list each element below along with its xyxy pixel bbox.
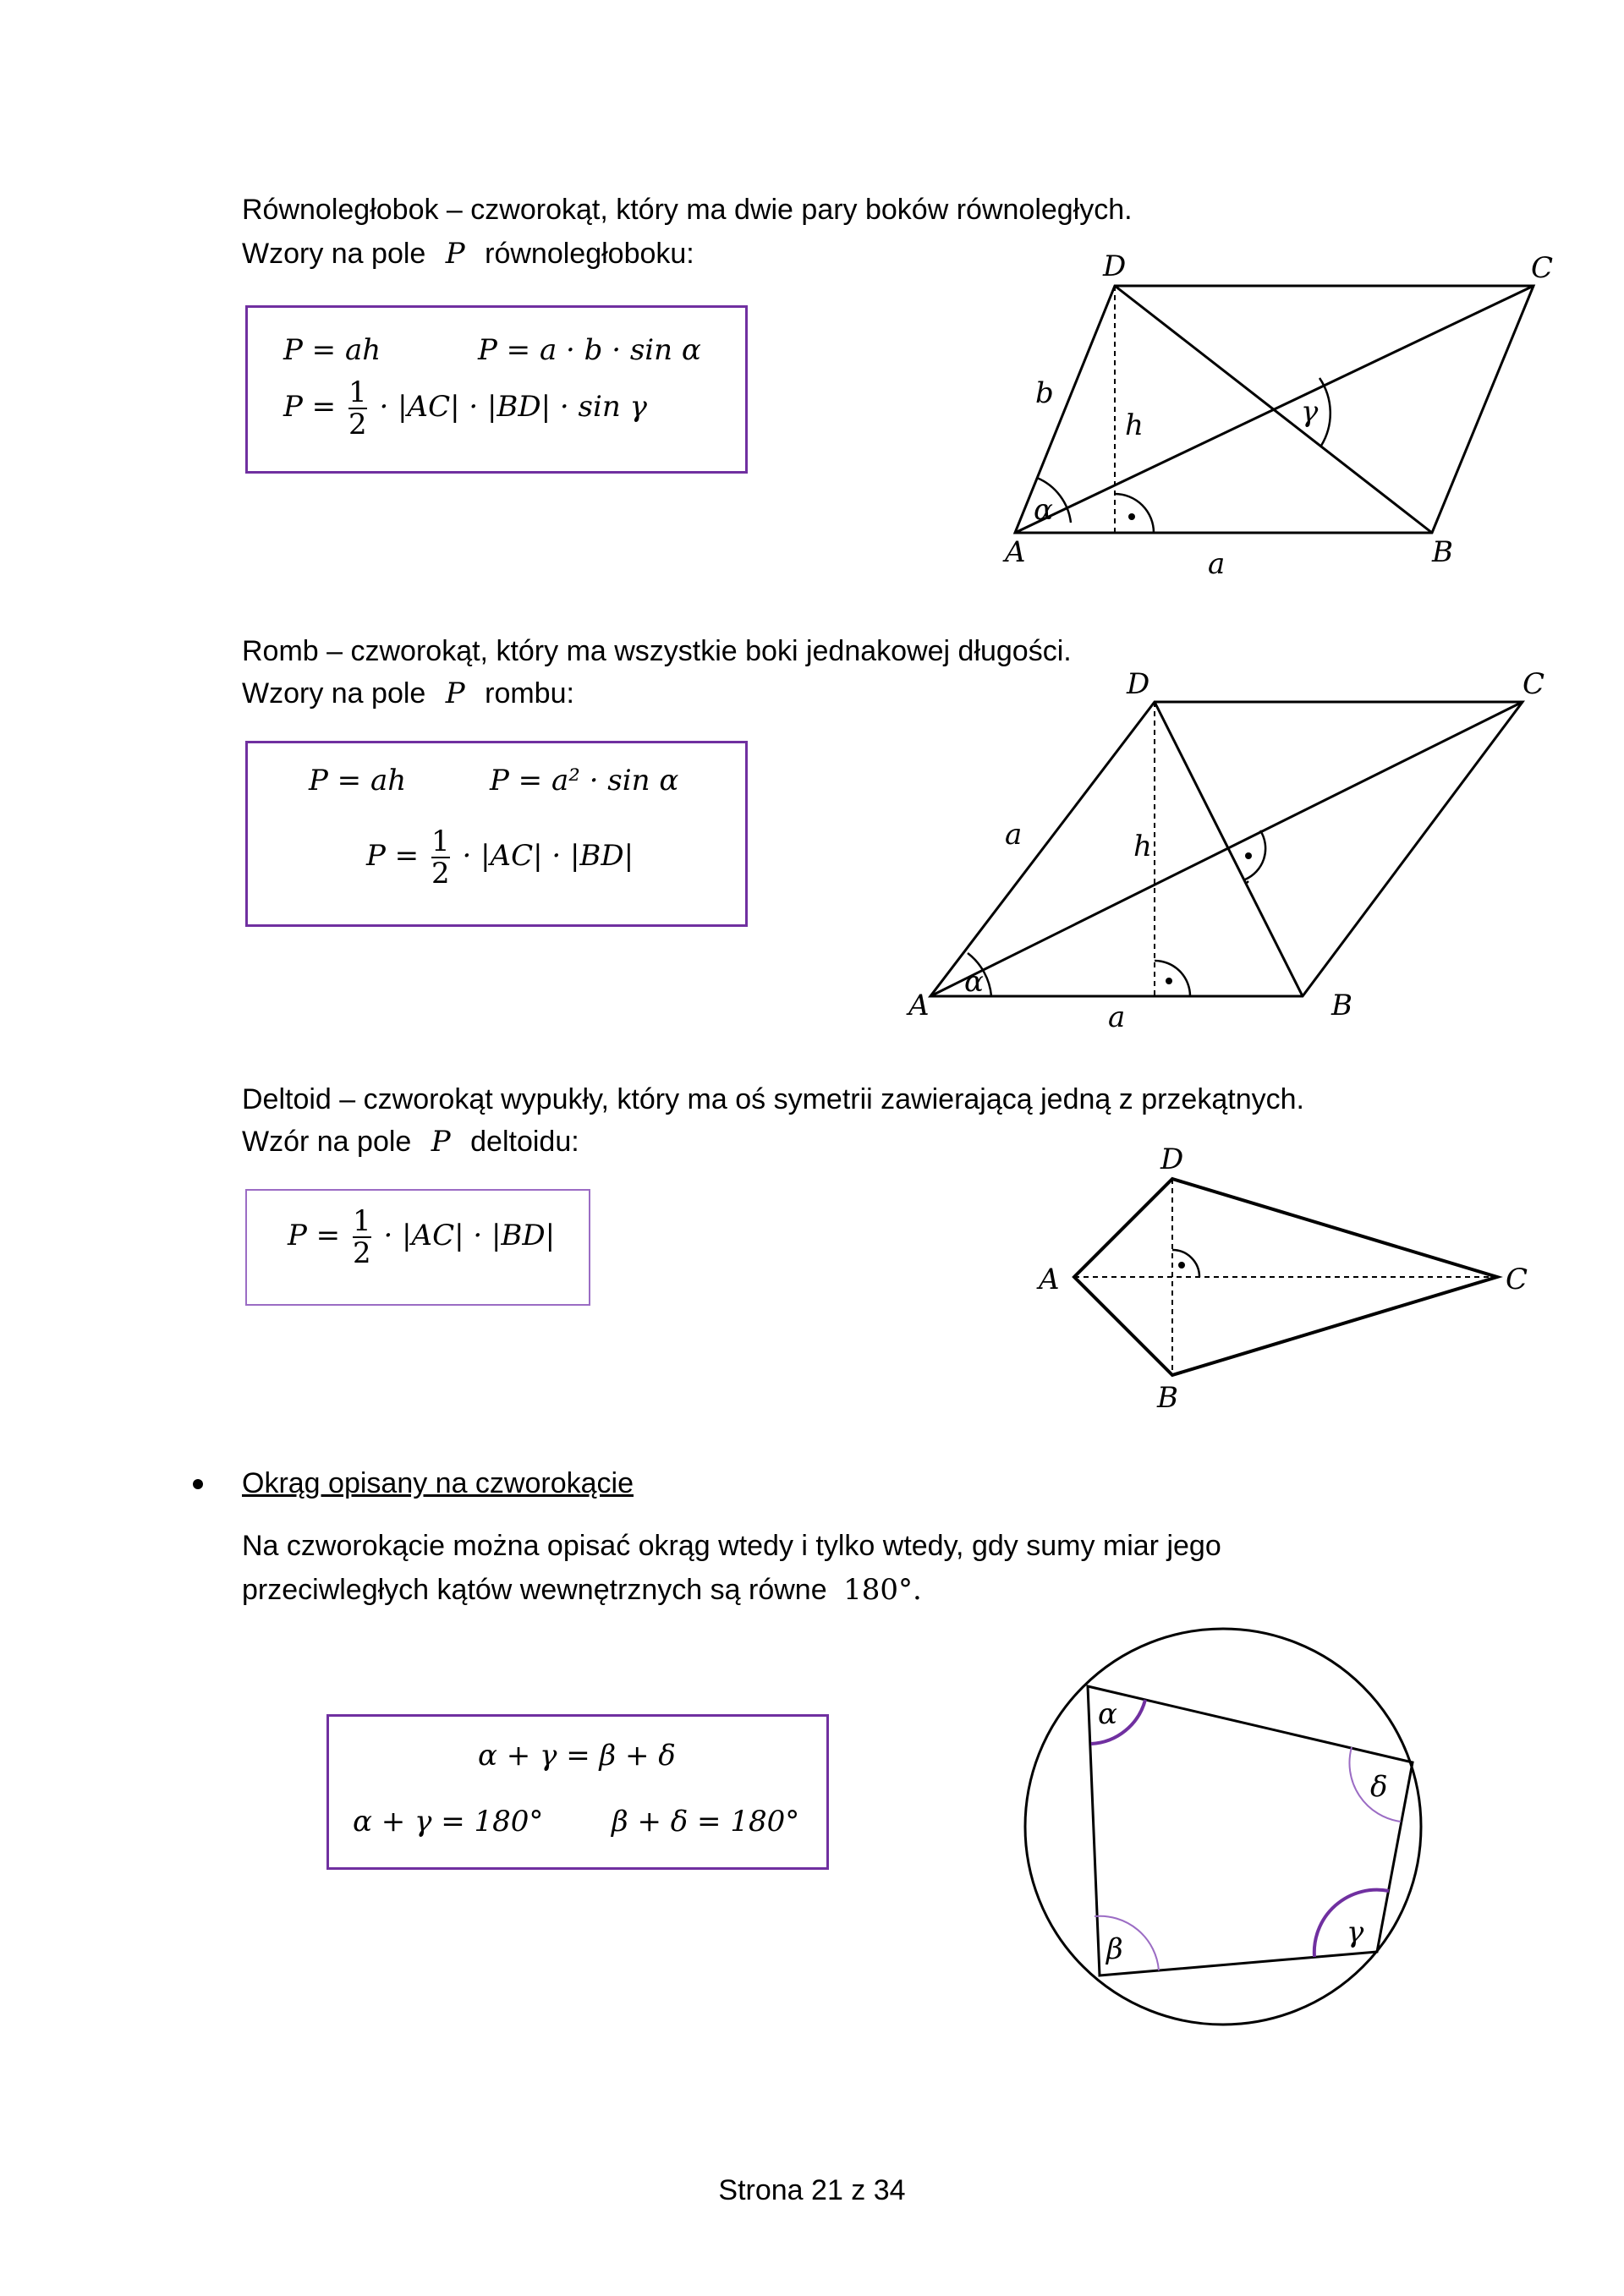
label-C: C [1506, 1263, 1528, 1296]
formula-area-diagonals [288, 1206, 555, 1269]
label-D: D [1103, 249, 1127, 283]
label-side-b: b [1035, 376, 1054, 410]
formula-area-ah: P = ah [283, 333, 381, 367]
kite-definition: Deltoid – czworokąt wypukły, który ma oś symetrii zawierającą jedną z przekątnych. [242, 1083, 1304, 1115]
label-height-h: h [1125, 408, 1144, 442]
kite-diagram [1074, 1179, 1497, 1375]
label-height-h: h [1133, 830, 1152, 863]
text-line2-start: przeciwległych kątów wewnętrznych są równe [242, 1574, 827, 1606]
diagonal-bd [1115, 286, 1432, 533]
formula-rhs: · |AC| · |BD| · sin γ [379, 390, 647, 424]
formula-lhs: P = [366, 839, 420, 873]
fraction-denominator: 2 [348, 408, 367, 441]
right-angle-dot [1128, 513, 1135, 520]
fraction-numerator: 1 [348, 375, 367, 409]
bullet-point [193, 1479, 203, 1489]
right-angle-arc [1172, 1250, 1199, 1277]
formula-area-a2sin: P = a² · sin α [490, 764, 679, 797]
label-B: B [1157, 1381, 1178, 1415]
label-beta: β [1106, 1932, 1123, 1966]
cyclic-quadrilateral [1088, 1686, 1413, 1975]
label-D: D [1127, 667, 1150, 701]
rhombus-formula-box [245, 741, 748, 927]
kite-formula-box [245, 1189, 590, 1306]
diagonal-bd [1155, 702, 1303, 996]
label-side-a-bottom: a [1108, 1000, 1126, 1034]
right-angle-dot [1166, 978, 1172, 984]
label-angle-alpha: α [964, 965, 984, 999]
cyclic-text-line1: Na czworokącie można opisać okrąg wtedy i tylko wtedy, gdy sumy miar jego [242, 1530, 1221, 1562]
label-D: D [1160, 1143, 1184, 1176]
intro-text: Wzory na pole [242, 677, 426, 710]
fraction-half [431, 826, 450, 889]
rhombus-formula-intro [242, 677, 574, 710]
right-angle-arc [1115, 494, 1154, 533]
label-side-a-left: a [1005, 818, 1023, 852]
label-angle-alpha: α [1034, 493, 1053, 527]
fraction-half [353, 1206, 371, 1269]
label-angle-gamma: γ [1301, 395, 1319, 429]
label-B: B [1432, 535, 1453, 569]
label-C: C [1531, 251, 1554, 285]
formula-lhs: P = [283, 390, 337, 424]
formula-area-ah: P = ah [309, 764, 407, 797]
parallelogram-definition: Równoległobok – czworokąt, który ma dwie pary boków równoległych. [242, 194, 1133, 226]
intro-suffix: równoległoboku: [485, 238, 694, 270]
area-variable: P [445, 677, 465, 710]
area-variable: P [431, 1125, 451, 1159]
kite-labels [1036, 1143, 1528, 1415]
formula-area-absin: P = a · b · sin α [478, 333, 701, 367]
label-A: A [1005, 535, 1026, 569]
intro-text: Wzór na pole [242, 1126, 412, 1158]
formula-beta-delta: β + δ = 180° [612, 1805, 800, 1838]
fraction-numerator: 1 [431, 825, 450, 858]
right-angle-arc [1155, 961, 1190, 996]
label-gamma: γ [1347, 1915, 1364, 1949]
cyclic-heading: Okrąg opisany na czworokącie [242, 1467, 634, 1499]
label-B: B [1331, 989, 1352, 1022]
cyclic-diagram [1025, 1629, 1421, 2025]
label-A: A [908, 989, 930, 1022]
fraction-numerator: 1 [353, 1204, 371, 1238]
parallelogram-diagram [1015, 286, 1533, 533]
kite-formula-intro [242, 1125, 579, 1159]
cyclic-formula-box [326, 1714, 829, 1870]
label-delta: δ [1370, 1770, 1388, 1804]
formula-alpha-gamma: α + γ = 180° [353, 1805, 544, 1838]
right-angle-dot-diagonals [1245, 852, 1252, 859]
cyclic-text-line2 [242, 1573, 922, 1607]
formula-angle-equality: α + γ = β + δ [478, 1739, 676, 1773]
kite-outline [1074, 1179, 1497, 1375]
formula-lhs: P = [288, 1219, 341, 1252]
cyclic-labels [1098, 1697, 1387, 1966]
intro-suffix: deltoidu: [470, 1126, 579, 1158]
right-angle-dot [1178, 1262, 1185, 1269]
label-side-a: a [1208, 547, 1226, 581]
rhombus-definition: Romb – czworokąt, który ma wszystkie boki jednakowej długości. [242, 635, 1072, 667]
intro-text: Wzory na pole [242, 238, 426, 270]
formula-rhs: · |AC| · |BD| [462, 839, 634, 873]
formula-rhs: · |AC| · |BD| [383, 1219, 556, 1252]
fraction-denominator: 2 [353, 1236, 371, 1270]
fraction-denominator: 2 [431, 857, 450, 890]
label-C: C [1522, 667, 1545, 701]
area-variable: P [445, 237, 465, 271]
label-alpha: α [1098, 1697, 1117, 1731]
label-A: A [1039, 1263, 1060, 1296]
formula-area-diagonals [366, 826, 634, 889]
angle-beta-arc [1095, 1916, 1159, 1970]
parallelogram-labels [1002, 249, 1553, 581]
intro-suffix: rombu: [485, 677, 574, 710]
angle-sum-value: 180°. [843, 1573, 922, 1607]
page-number: Strona 21 z 34 [718, 2174, 906, 2206]
